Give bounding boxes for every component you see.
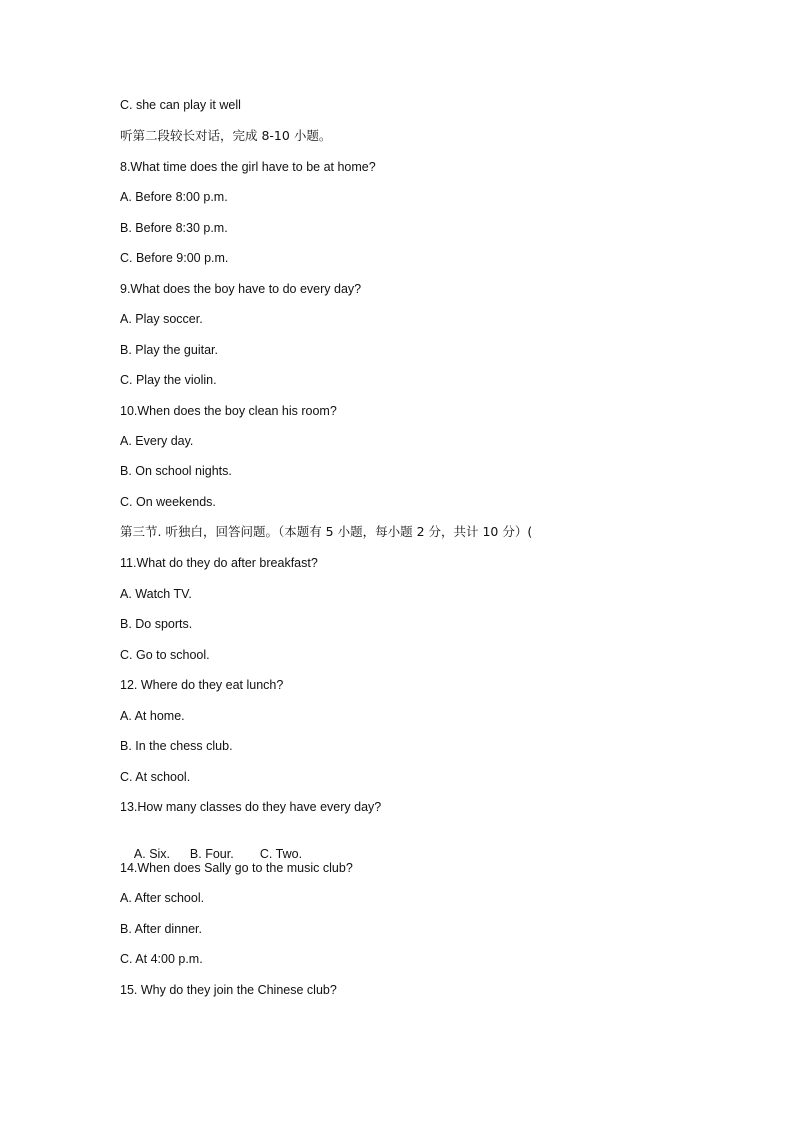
question-11: 11.What do they do after breakfast? xyxy=(120,556,318,570)
option-a-q8: A. Before 8:00 p.m. xyxy=(120,190,228,204)
option-c-q14: C. At 4:00 p.m. xyxy=(120,952,203,966)
option-a-q9: A. Play soccer. xyxy=(120,312,203,326)
option-a-q12: A. At home. xyxy=(120,709,185,723)
option-c-q9: C. Play the violin. xyxy=(120,373,217,387)
option-a-q13: A. Six. xyxy=(133,847,171,861)
option-a-q14: A. After school. xyxy=(120,891,205,905)
option-c-q7: C. she can play it well xyxy=(120,98,241,112)
question-13: 13.How many classes do they have every day? xyxy=(120,800,382,814)
option-c-q13: C. Two. xyxy=(259,847,303,861)
option-c-q10: C. On weekends. xyxy=(120,495,216,509)
option-a-q10: A. Every day. xyxy=(120,434,194,448)
option-b-q10: B. On school nights. xyxy=(120,464,232,478)
question-8: 8.What time does the girl have to be at home? xyxy=(120,160,376,174)
section-heading-part3: 第三节. 听独白，回答问题。（本题有 5 小题，每小题 2 分，共计 10 分）( xyxy=(120,524,533,539)
option-c-q8: C. Before 9:00 p.m. xyxy=(120,251,229,265)
question-14: 14.When does Sally go to the music club? xyxy=(120,861,353,875)
question-12: 12. Where do they eat lunch? xyxy=(120,678,284,692)
option-b-q9: B. Play the guitar. xyxy=(120,343,218,357)
question-15: 15. Why do they join the Chinese club? xyxy=(120,983,337,997)
question-10: 10.When does the boy clean his room? xyxy=(120,404,337,418)
option-a-q11: A. Watch TV. xyxy=(120,587,192,601)
question-9: 9.What does the boy have to do every day? xyxy=(120,282,362,296)
option-b-q14: B. After dinner. xyxy=(120,922,202,936)
option-b-q12: B. In the chess club. xyxy=(120,739,233,753)
option-b-q11: B. Do sports. xyxy=(120,617,193,631)
option-c-q11: C. Go to school. xyxy=(120,648,210,662)
section-instruction-part2: 听第二段较长对话，完成 8-10 小题。 xyxy=(120,128,332,143)
option-b-q13: B. Four. xyxy=(189,847,234,861)
option-c-q12: C. At school. xyxy=(120,770,191,784)
option-b-q8: B. Before 8:30 p.m. xyxy=(120,221,228,235)
